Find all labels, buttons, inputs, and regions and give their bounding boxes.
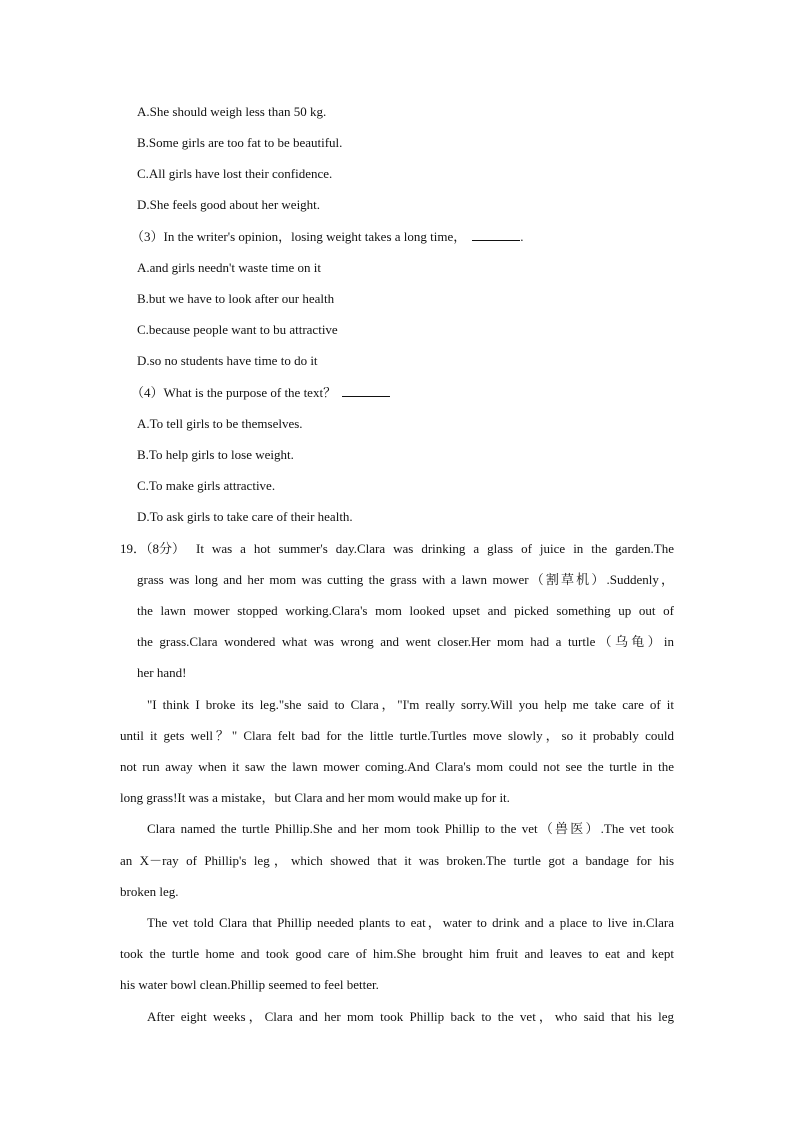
paragraph-3-line-3: broken leg.	[120, 884, 179, 899]
paragraph-3-line-1: Clara named the turtle Phillip.She and her mom took Phillip to the vet（兽医）.The vet took	[147, 821, 674, 836]
q3-option-c: C.because people want to bu attractive	[137, 322, 338, 337]
q3-stem-end: .	[520, 229, 524, 244]
q3-option-d: D.so no students have time to do it	[137, 353, 318, 368]
q2-option-d: D.She feels good about her weight.	[137, 197, 321, 212]
q4-option-b: B.To help girls to lose weight.	[137, 447, 294, 462]
q3-stem	[131, 229, 524, 245]
q4-option-d: D.To ask girls to take care of their health.	[137, 509, 353, 524]
paragraph-2-line-2: until it gets well？" Clara felt bad for the little turtle.Turtles move slowly，so it probably could	[120, 728, 674, 743]
paragraph-4-line-1: The vet told Clara that Phillip needed plants to eat，water to drink and a place to live in.Clara	[147, 915, 674, 930]
q19-line-3: the lawn mower stopped working.Clara's mom looked upset and picked something up out of	[137, 603, 674, 618]
q2-option-b: B.Some girls are too fat to be beautiful.	[137, 135, 343, 150]
paragraph-2-line-1: "I think I broke its leg."she said to Clara，"I'm really sorry.Will you help me take care of it	[147, 697, 674, 712]
q19-line-4: the grass.Clara wondered what was wrong and went closer.Her mom had a turtle（乌龟）in	[137, 634, 674, 649]
q4-option-a: A.To tell girls to be themselves.	[137, 416, 303, 431]
q4-option-c: C.To make girls attractive.	[137, 478, 276, 493]
q19-line-2: grass was long and her mom was cutting the grass with a lawn mower（割草机）.Suddenly，	[137, 572, 674, 587]
q19-line-1: It was a hot summer's day.Clara was drinking a glass of juice in the garden.The	[196, 541, 674, 556]
q4-stem-text: （4）What is the purpose of the text？	[131, 385, 337, 400]
q3-stem-text: （3）In the writer's opinion，losing weight takes a long time，	[131, 229, 467, 244]
q2-option-c: C.All girls have lost their confidence.	[137, 166, 333, 181]
q3-option-b: B.but we have to look after our health	[137, 291, 335, 306]
q19-number: 19．（8分）	[120, 541, 186, 556]
answer-blank	[472, 229, 520, 241]
q2-option-a: A.She should weigh less than 50 kg.	[137, 104, 327, 119]
q3-option-a: A.and girls needn't waste time on it	[137, 260, 321, 275]
q4-stem	[131, 385, 390, 401]
paragraph-3-line-2: an X－ray of Phillip's leg，which showed that it was broken.The turtle got a bandage for his	[120, 853, 674, 868]
paragraph-4-line-3: his water bowl clean.Phillip seemed to feel better.	[120, 977, 379, 992]
paragraph-2-line-4: long grass!It was a mistake，but Clara and her mom would make up for it.	[120, 790, 510, 805]
paragraph-2-line-3: not run away when it saw the lawn mower coming.And Clara's mom could not see the turtle in the	[120, 759, 674, 774]
paragraph-5-line-1: After eight weeks，Clara and her mom took Phillip back to the vet，who said that his leg	[147, 1009, 674, 1024]
paragraph-4-line-2: took the turtle home and took good care of him.She brought him fruit and leaves to eat and kept	[120, 946, 674, 961]
q19-line-5: her hand!	[137, 665, 187, 680]
answer-blank	[342, 385, 390, 397]
